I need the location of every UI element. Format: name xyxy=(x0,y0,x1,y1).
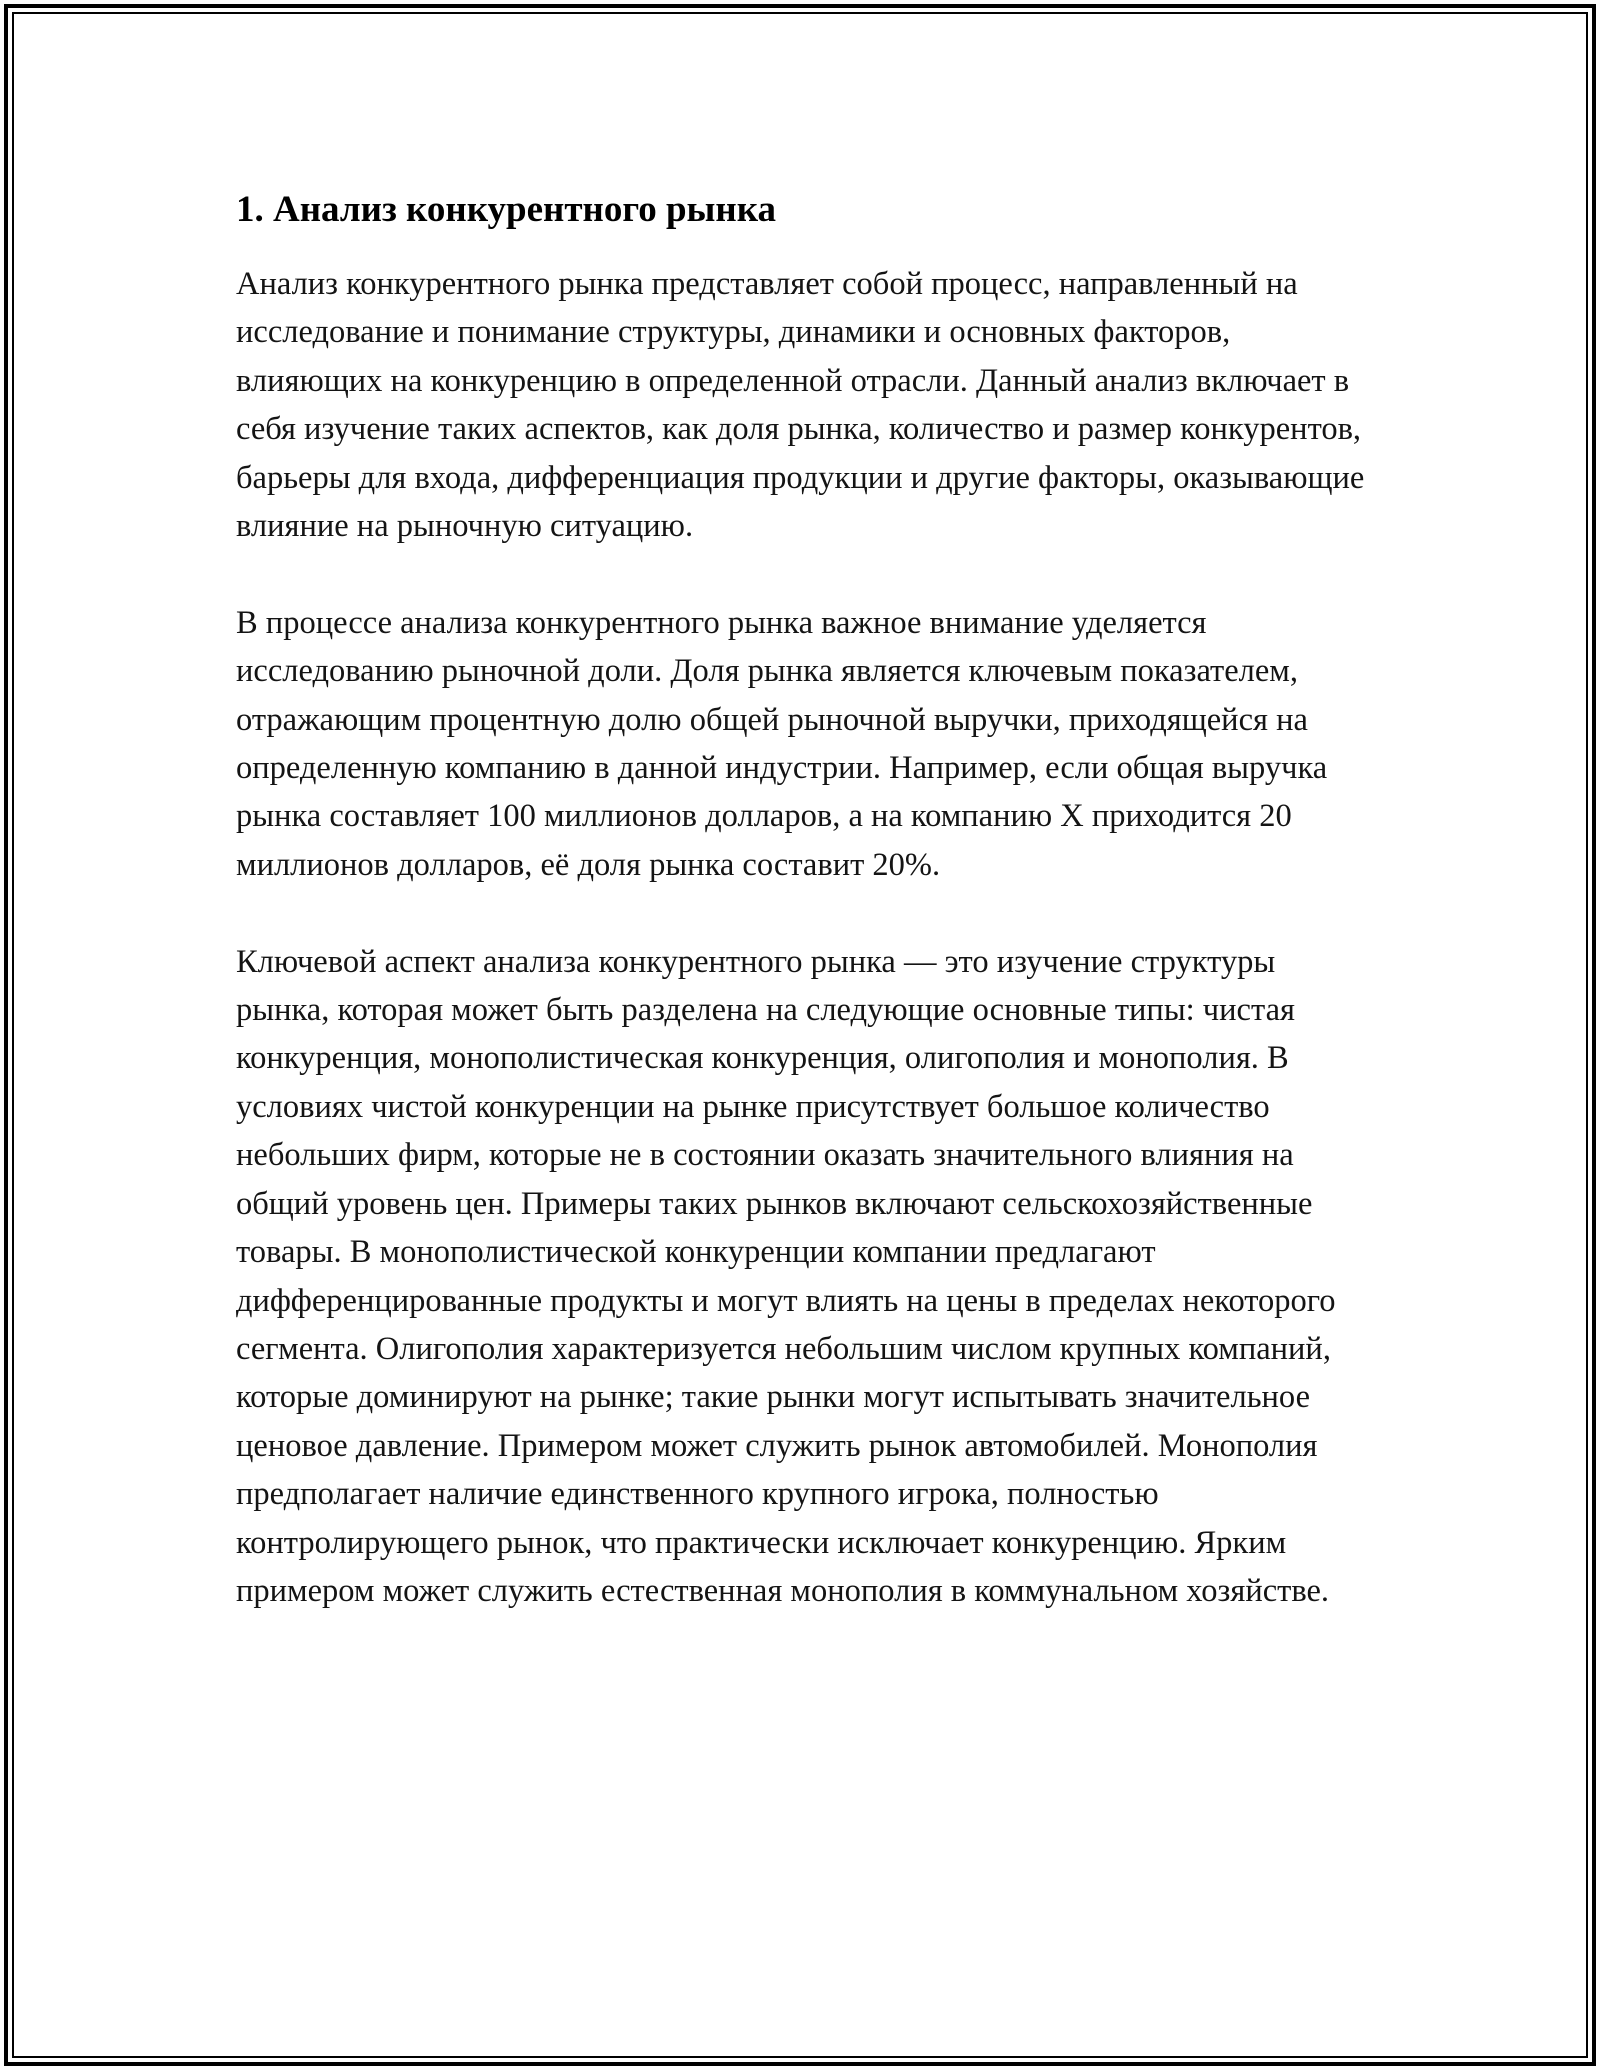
paragraph-market-share: В процессе анализа конкурентного рынка важное внимание уделяется исследованию рыночной доли. Доля рынка является ключевым показателем, отражающим процентную долю общей рыночной выручки, приходящейся на определенную компанию в данной индустрии. Например, если общая выручка рынка составляет 100 миллионов долларов, а на компанию X приходится 20 миллионов долларов, её доля рынка составит 20%. xyxy=(236,604,1328,883)
document-body xyxy=(236,188,1376,1664)
paragraph-market-structure: Ключевой аспект анализа конкурентного рынка — это изучение структуры рынка, которая может быть разделена на следующие основные типы: чистая конкуренция, монополистическая конкуренция, олигополия и монополия. В условиях чистой конкуренции на рынке присутствует большое количество небольших фирм, которые не в состоянии оказать значительного влияния на общий уровень цен. Примеры таких рынков включают сельскохозяйственные товары. В монополистической конкуренции компании предлагают дифференцированные продукты и могут влиять на цены в пределах некоторого сегмента. Олигополия характеризуется небольшим числом крупных компаний, которые доминируют на рынке; такие рынки могут испытывать значительное ценовое давление. Примером может служить рынок автомобилей. Монополия предполагает наличие единственного крупного игрока, полностью контролирующего рынок, что практически исключает конкуренцию. Ярким примером может служить естественная монополия в коммунальном хозяйстве. xyxy=(236,943,1336,1609)
section-heading: 1. Анализ конкурентного рынка xyxy=(236,189,776,230)
paragraph-intro: Анализ конкурентного рынка представляет собой процесс, направленный на исследование и понимание структуры, динамики и основных факторов, влияющих на конкуренцию в определенной отрасли. Данный анализ включает в себя изучение таких аспектов, как доля рынка, количество и размер конкурентов, барьеры для входа, дифференциация продукции и другие факторы, оказывающие влияние на рыночную ситуацию. xyxy=(236,266,1365,545)
